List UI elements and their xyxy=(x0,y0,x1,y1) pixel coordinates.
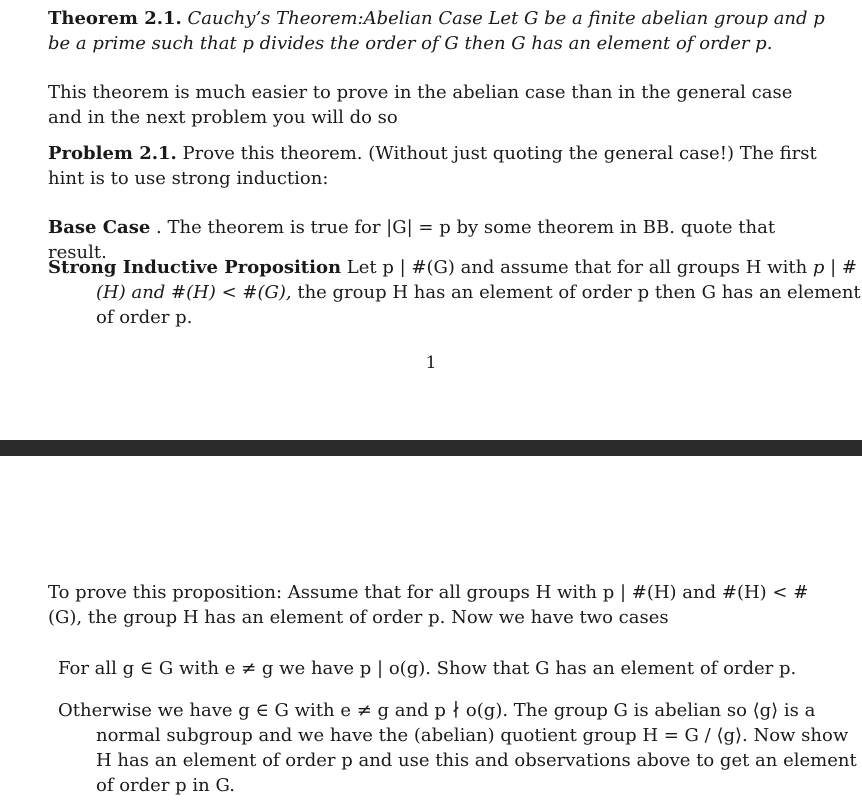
inductive-label: Strong Inductive Proposition xyxy=(48,257,342,278)
problem-label: Problem 2.1. xyxy=(48,143,177,164)
inductive-text-end: the group H has an element of order p then G has an element of order p. xyxy=(96,282,861,328)
problem-text: Prove this theorem. (Without just quoting the general case!) The first hint is to use strong induction: xyxy=(48,143,817,189)
page-separator xyxy=(0,440,862,456)
page-2 xyxy=(0,456,862,804)
inductive-text-start: Let p | #(G) and assume that for all groups H with xyxy=(346,257,813,278)
problem-2-1 xyxy=(48,141,828,191)
base-case-text: . The theorem is true for |G| = p by some theorem in BB. quote that result. xyxy=(48,217,776,263)
intro-paragraph: This theorem is much easier to prove in the abelian case than in the general case and in the next problem you will do so xyxy=(48,82,793,128)
strong-inductive-proposition xyxy=(48,255,862,330)
proof-intro: To prove this proposition: Assume that for all groups H with p | #(H) and #(H) < #(G), the group H has an element of order p. Now we have two cases xyxy=(48,582,809,628)
theorem-2-1 xyxy=(48,6,828,56)
theorem-label: Theorem 2.1. xyxy=(48,8,182,29)
case-1: For all g ∈ G with e ≠ g we have p | o(g). Show that G has an element of order p. xyxy=(58,658,797,679)
theorem-statement: Cauchy’s Theorem:Abelian Case Let G be a finite abelian group and p be a prime such that p divides the order of G then G has an element of order p. xyxy=(48,8,825,54)
page-number: 1 xyxy=(425,353,437,373)
base-case-label: Base Case xyxy=(48,217,151,238)
case-2: Otherwise we have g ∈ G with e ≠ g and p ∤ o(g). The group G is abelian so ⟨g⟩ is a normal subgroup and we have the (abelian) quotient group H = G / ⟨g⟩. Now show H has an element of order p and use this and observations above to get an element of order p in G. xyxy=(58,700,857,796)
inductive-text-italic: p | #(H) and #(H) < #(G), xyxy=(96,257,858,303)
